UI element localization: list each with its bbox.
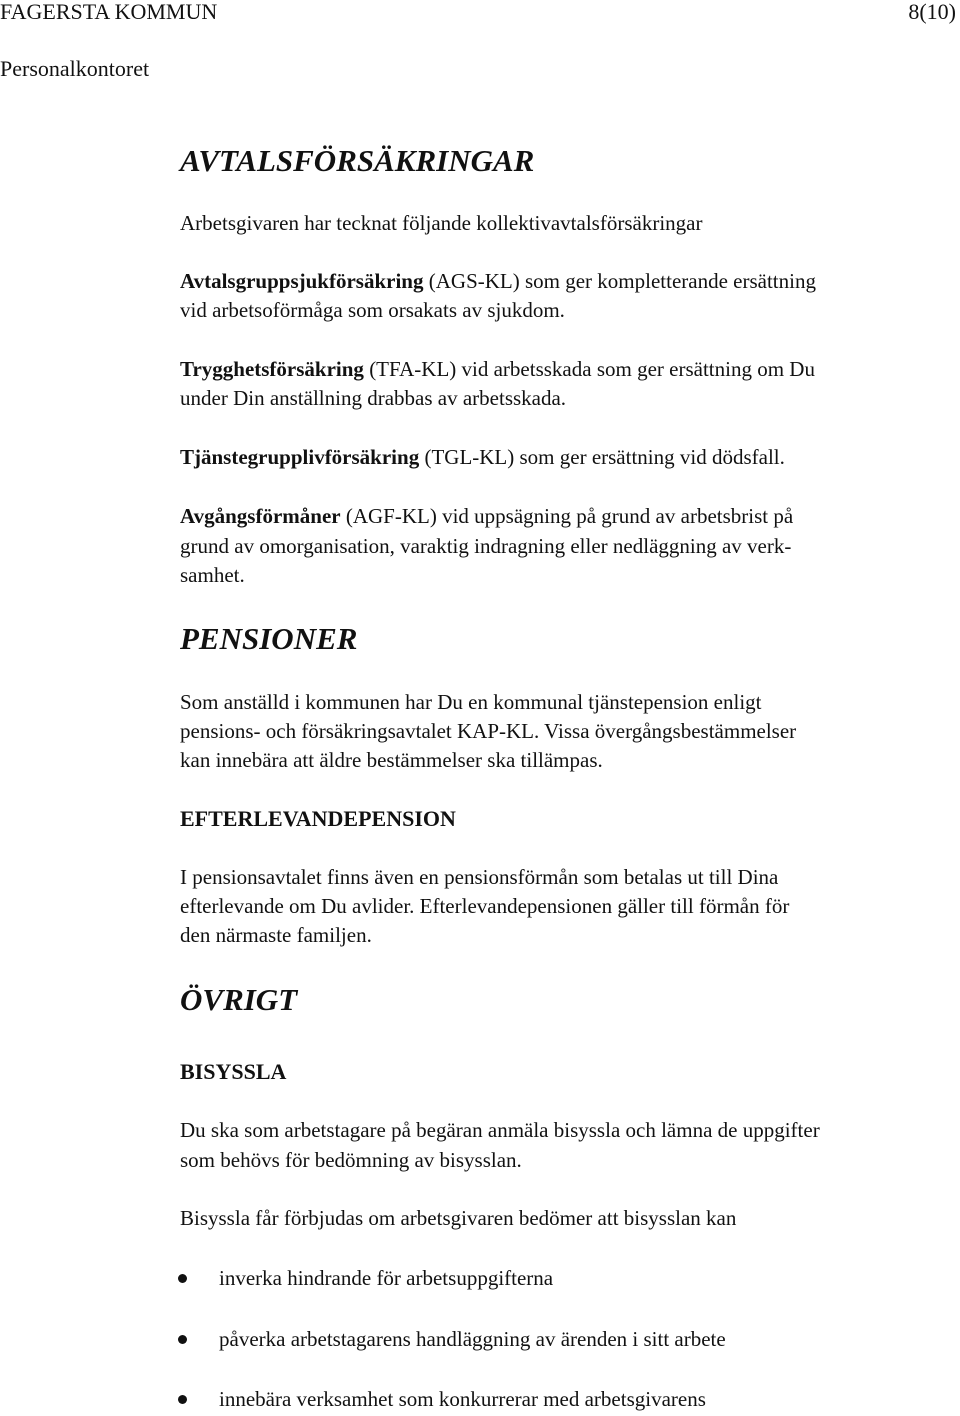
avtal-item-tfa-abbr: (TFA-KL) xyxy=(369,357,457,381)
pension-line-2: pensions- och försäkringsavtalet KAP-KL. Vissa övergångsbestämmelser xyxy=(180,719,797,743)
bisyssla-bullet-2: påverka arbetstagarens handläggning av ärenden i sitt arbete xyxy=(219,1327,726,1351)
avtal-item-agf-term: Avgångsförmåner xyxy=(180,504,341,528)
avtal-item-tgl-text: som ger ersättning vid dödsfall. xyxy=(514,445,785,469)
avtal-item-tgl-term: Tjänstegrupplivförsäkring xyxy=(180,445,420,469)
efterlevande-line-1: I pensionsavtalet finns även en pensionsförmån som betalas ut till Dina xyxy=(180,865,779,889)
avtal-item-ags-text: som ger kompletterande ersättning xyxy=(519,269,816,293)
pension-line-1: Som anställd i kommunen har Du en kommunal tjänstepension enligt xyxy=(180,690,762,714)
avtal-item-ags-line2: vid arbetsoförmåga som orsakats av sjukdom. xyxy=(180,298,565,322)
avtal-item-agf-line1 xyxy=(180,502,793,531)
avtal-item-tfa-line2: under Din anställning drabbas av arbetsskada. xyxy=(180,386,567,410)
bullet-icon xyxy=(178,1335,187,1344)
avtal-item-agf-line2: grund av omorganisation, varaktig indragning eller nedläggning av verk- xyxy=(180,534,792,558)
avtal-item-agf-line3: samhet. xyxy=(180,563,245,587)
bisyssla-line-1: Du ska som arbetstagare på begäran anmäla bisyssla och lämna de uppgifter xyxy=(180,1118,820,1142)
heading-avtalsforsakringar: AVTALSFÖRSÄKRINGAR xyxy=(180,143,535,178)
avtal-item-agf-abbr: (AGF-KL) xyxy=(345,504,437,528)
bisyssla-bullet-3: innebära verksamhet som konkurrerar med arbetsgivarens xyxy=(219,1387,706,1411)
header-department: Personalkontoret xyxy=(0,56,150,81)
heading-pensioner: PENSIONER xyxy=(180,621,358,656)
header-page-number: 8(10) xyxy=(908,0,956,24)
avtal-item-ags-term: Avtalsgruppsjukförsäkring xyxy=(180,269,424,293)
heading-bisyssla: BISYSSLA xyxy=(180,1059,287,1084)
avtal-item-agf-text: vid uppsägning på grund av arbetsbrist på xyxy=(436,504,794,528)
avtal-item-tgl-line1 xyxy=(180,443,785,472)
heading-ovrigt: ÖVRIGT xyxy=(180,982,298,1017)
bullet-icon xyxy=(178,1274,187,1283)
bisyssla-intro: Bisyssla får förbjudas om arbetsgivaren bedömer att bisysslan kan xyxy=(180,1206,737,1230)
bisyssla-line-2: som behövs för bedömning av bisysslan. xyxy=(180,1148,522,1172)
bisyssla-bullet-1: inverka hindrande för arbetsuppgifterna xyxy=(219,1266,554,1290)
avtal-item-ags-abbr: (AGS-KL) xyxy=(428,269,520,293)
avtal-item-tfa-term: Trygghetsförsäkring xyxy=(180,357,364,381)
header-organization: FAGERSTA KOMMUN xyxy=(0,0,218,24)
avtal-item-tgl-abbr: (TGL-KL) xyxy=(424,445,515,469)
avtal-item-tfa-line1 xyxy=(180,355,815,384)
heading-efterlevandepension: EFTERLEVANDEPENSION xyxy=(180,806,456,831)
efterlevande-line-3: den närmaste familjen. xyxy=(180,923,372,947)
pension-line-3: kan innebära att äldre bestämmelser ska tillämpas. xyxy=(180,748,603,772)
avtal-item-tfa-text: vid arbetsskada som ger ersättning om Du xyxy=(456,357,815,381)
bullet-icon xyxy=(178,1395,187,1404)
avtal-item-ags-line1 xyxy=(180,267,816,296)
avtal-intro: Arbetsgivaren har tecknat följande kollektivavtalsförsäkringar xyxy=(180,211,703,235)
efterlevande-line-2: efterlevande om Du avlider. Efterlevandepensionen gäller till förmån för xyxy=(180,894,790,918)
